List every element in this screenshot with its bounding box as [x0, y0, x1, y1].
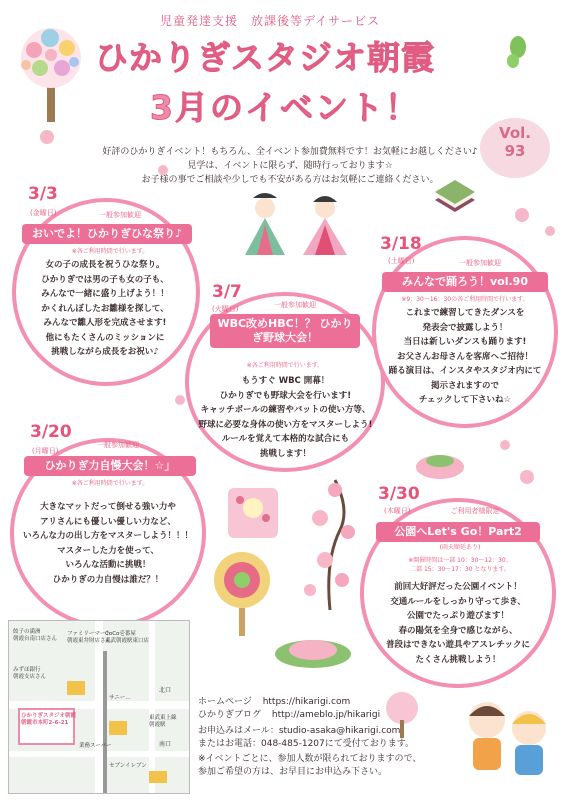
event-title: みんなで踊ろう！vol.90: [382, 272, 548, 292]
temari-ball-icon: [210, 548, 274, 642]
event-body-line: ひかりぎでも野球大会を行います!: [219, 390, 352, 401]
event-time-line: 二部 15：30～17：30 となります。: [410, 566, 510, 573]
map-label: 東武東上線: [149, 715, 177, 721]
map-label: ファミリーマート: [67, 631, 111, 637]
event-date: 3/7: [212, 282, 242, 302]
hishimochi-icon: [430, 180, 480, 220]
event-tag: 一般参加歓迎: [99, 211, 141, 219]
event-body-line: みんなで雛人形を完成させます!: [43, 318, 167, 328]
event-body-line: 交通ルールをしっかり守って歩き、: [390, 596, 526, 607]
map-label-studio: [21, 713, 76, 727]
vol-number: 93: [504, 142, 526, 160]
map-label: 朝霞東弁財店さん: [67, 638, 112, 644]
event-body-line: かくれんぼしたお雛様を探して、: [41, 303, 169, 314]
event-weekday: (月曜日): [32, 447, 59, 455]
blossom-icon: [515, 208, 529, 222]
event-body-line: これまで練習してきたダンスを: [405, 308, 525, 318]
event-body-line: マスターした力を使って、: [57, 545, 159, 556]
map-label-mizuho: [13, 667, 46, 681]
homepage-link[interactable]: https://hikarigi.com: [262, 697, 351, 707]
event-body: [18, 500, 198, 587]
event-body-line: 当日は新しいダンスも踊ります!: [403, 337, 527, 347]
blossom-icon: [520, 470, 534, 484]
event-time-line: ※開催時間は一部 10：30～12：30、: [408, 557, 512, 564]
map-label: 餃子の満洲: [13, 629, 41, 635]
event-weekday: (火曜日): [212, 305, 239, 313]
mail-link[interactable]: studio-asaka@hikarigi.com: [278, 726, 401, 736]
event-body: [193, 374, 378, 461]
event-title: WBC改めHBC！？ ひかりぎ野球大会！: [210, 314, 360, 348]
event-date: 3/20: [30, 422, 72, 442]
intro-line: 見学は、イベントに限らず、随時行っております☆: [187, 161, 393, 171]
event-note: ※各ご利用時間で行います。: [71, 248, 149, 255]
map-label-family: [67, 631, 111, 645]
intro-line: お子様の事でご相談や少しでも不安がある方はお気軽にご連絡ください。: [141, 175, 439, 185]
event-body-line: 挑戦しながら成長をお祝い♪: [51, 347, 159, 357]
event-body-line: 普段はできない遊具やアスレチックに: [386, 640, 530, 650]
event-date: 3/18: [380, 234, 422, 254]
map-label-south: 南口: [159, 741, 172, 748]
event-tag: ご利用者様限定: [450, 507, 500, 515]
event-body-line: キャッチボールの練習やバットの使い方等、: [200, 405, 371, 415]
homepage-label: ホームページ: [198, 697, 252, 707]
blog-link[interactable]: http://ameblo.jp/hikarigi: [271, 710, 381, 720]
event-tag: 一般参加歓迎: [97, 441, 139, 449]
event-body-line: 大きなマットだって倒せる強い力や: [40, 502, 176, 512]
event-body: [372, 580, 544, 667]
blossom-icon: [158, 165, 168, 175]
event-tag: 一般参加歓迎: [459, 259, 501, 267]
header-subtitle: 児童発達支援 放課後等デイサービス: [160, 14, 381, 28]
event-body-line: 前回大好評だった公園イベント！: [394, 582, 522, 592]
event-title: ひかりぎ力自慢大会！☆」: [24, 456, 196, 476]
access-map: [8, 620, 190, 794]
blossom-icon: [500, 440, 510, 450]
event-body-line: 野球に必要な身体の使い方をマスターしよう!: [198, 419, 373, 430]
event-body-line: 掲示されますので: [430, 380, 499, 391]
event-weekday: (土曜日): [388, 257, 415, 265]
map-label-gyoza: [13, 629, 57, 643]
event-date: 3/3: [28, 184, 58, 204]
blossom-icon: [175, 395, 185, 405]
event-body-line: チェックして下さいね☆: [418, 395, 512, 405]
map-label-north: 北口: [159, 687, 172, 694]
vol-label: Vol.: [499, 124, 531, 142]
event-body-line: たくさん挑戦しよう！: [415, 654, 501, 665]
vol-badge: [480, 118, 550, 178]
event-note: ※各ご利用時間で行います。: [71, 480, 149, 487]
phone-text: またはお電話：048-485-1207にて受付ております。: [198, 739, 415, 749]
page-subtitle: 3月のイベント！: [150, 88, 420, 127]
blog-label: ひかりぎブログ: [198, 710, 262, 720]
map-label-seven: セブンイレブン: [109, 763, 147, 769]
map-label-super: 業務スーパー: [79, 743, 112, 749]
intro-text: [95, 145, 485, 187]
event-title: おいでよ！ひかりぎひな祭り♪: [22, 224, 192, 244]
mochi-illustration: [410, 445, 470, 489]
map-label: ひかりぎスタジオ朝霞: [21, 713, 77, 719]
footer-note: ※イベントごとに、参加人数が限られておりますので、: [198, 754, 422, 764]
plum-blossom-branch: [280, 470, 380, 614]
event-body-line: ひかりぎでは男の子も女の子も、: [41, 274, 169, 285]
intro-line: 好評のひかりぎイベント！もちろん、全イベント参加費無料です！お気軽にお越しください♪: [102, 147, 478, 157]
blossom-icon: [40, 130, 54, 144]
footer-note: 参加ご希望の方は、お早目にお申込み下さい。: [198, 767, 388, 777]
map-label: 朝霞台南口店さん: [13, 636, 58, 642]
map-label: 朝霞市本町2-6-21: [21, 720, 69, 726]
map-label-station: [149, 715, 177, 729]
event-body-line: 他にもたくさんのミッションに: [45, 332, 165, 343]
map-label: 朝霞支店さん: [13, 674, 47, 680]
sakura-mochi-illustration: [268, 630, 358, 674]
event-title: 公園へLet's Go！Part2: [376, 522, 540, 542]
tree-logo: [10, 20, 92, 130]
footer-contact: [198, 696, 458, 779]
event-body-line: いろんな活動に挑戦！: [65, 560, 151, 570]
map-label: 東武朝霞駅東口店: [105, 638, 150, 644]
event-note: ※9：30～16：30の各ご利用時間で行います。: [401, 296, 529, 303]
event-body-line: いろんな力の出し方をマスターしよう！！！: [22, 531, 193, 541]
event-note: (雨天順延あり): [439, 544, 481, 551]
event-note: ※各ご利用時間で行います。: [246, 362, 324, 369]
children-illustration: [455, 690, 560, 799]
event-weekday: (木曜日): [384, 507, 411, 515]
map-label-coco: [105, 631, 149, 645]
mail-label: お申込みはメール：: [198, 726, 279, 736]
event-body-line: お父さんお母さんを客席へご招待！: [396, 351, 533, 362]
event-body-line: 踊る演目は、インスタやスタジオ内にて: [388, 366, 542, 376]
blossom-icon: [545, 226, 555, 236]
event-body-line: 春の陽気を全身で感じながら、: [398, 625, 518, 636]
event-body: [382, 306, 548, 408]
hina-doll-illustration: [235, 190, 360, 264]
event-date: 3/30: [378, 484, 420, 504]
event-weekday: (金曜日): [30, 209, 57, 217]
event-time-note: [380, 556, 540, 574]
map-label: 朝霞駅: [149, 722, 166, 728]
event-body-line: 公園でたっぷり遊びます！: [406, 611, 509, 621]
event-body: [30, 258, 180, 360]
event-body-line: 女の子の成長を祝うひな祭り。: [45, 260, 165, 270]
event-body-line: ルールを覚えて本格的な試合にも: [221, 434, 350, 444]
event-body-line: みんなで一緒に盛り上げよう！！: [41, 289, 169, 299]
leaf-icon: [505, 35, 531, 73]
map-label: CoCo壱番屋: [105, 631, 136, 637]
event-tag: 一般参加歓迎: [274, 301, 316, 309]
event-body-line: 挑戦します！: [259, 448, 311, 459]
page-title: ひかりぎスタジオ朝霞: [95, 38, 435, 77]
event-body-line: もうすぐ WBC 開幕！: [241, 376, 330, 386]
event-body-line: 発表会で披露しよう！: [422, 322, 508, 333]
event-body-line: アリさんにも優しい優しい力など、: [40, 516, 176, 527]
map-label: みずほ銀行: [13, 667, 41, 673]
map-label-sunny: サニー…: [109, 695, 131, 701]
event-body-line: ひかりぎの力自慢は誰だ？！: [52, 574, 164, 585]
